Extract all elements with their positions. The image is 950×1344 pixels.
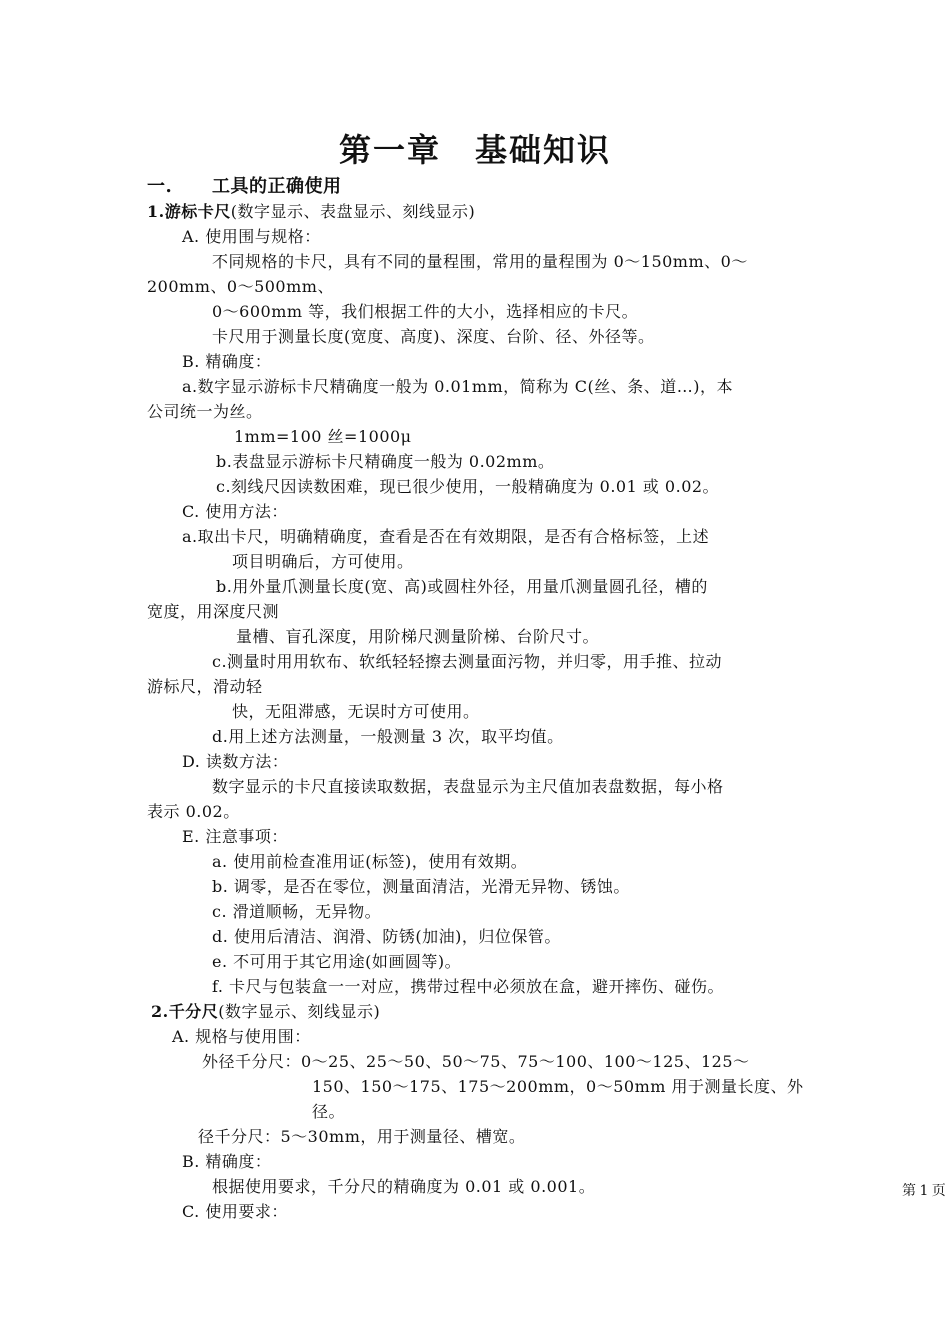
caliper-D-heading: D. 读数方法： (182, 752, 289, 771)
caliper-C-c-line3: 快，无阻滞感，无误时方可使用。 (232, 702, 480, 721)
caliper-C-b-line1: b.用外量爪测量长度(宽、高)或圆柱外径，用量爪测量圆孔径，槽的 (216, 577, 708, 596)
section-heading: 工具的正确使用 (212, 176, 342, 197)
caliper-E-f: f. 卡尺与包装盒一一对应，携带过程中必须放在盒，避开摔伤、碰伤。 (212, 977, 725, 996)
caliper-E-c: c. 滑道顺畅，无异物。 (212, 902, 382, 921)
caliper-heading-line (147, 199, 475, 224)
caliper-C-heading: C. 使用方法： (182, 502, 288, 521)
micrometer-A-heading: A. 规格与使用围： (172, 1027, 311, 1046)
micrometer-A-line3: 径。 (312, 1102, 346, 1121)
caliper-B-a-line2: 公司统一为丝。 (147, 402, 263, 421)
micrometer-B-line1: 根据使用要求，千分尺的精确度为 0.01 或 0.001。 (212, 1177, 596, 1196)
caliper-E-e: e. 不可用于其它用途(如画圆等)。 (212, 952, 462, 971)
caliper-C-a-line2: 项目明确后，方可使用。 (232, 552, 414, 571)
caliper-C-d: d.用上述方法测量，一般测量 3 次，取平均值。 (212, 727, 564, 746)
caliper-B-b: b.表盘显示游标卡尺精确度一般为 0.02mm。 (216, 452, 555, 471)
caliper-E-b: b. 调零，是否在零位，测量面清洁，光滑无异物、锈蚀。 (212, 877, 630, 896)
micrometer-C-heading: C. 使用要求： (182, 1202, 288, 1221)
caliper-B-heading: B. 精确度： (182, 352, 272, 371)
micrometer-A-line1: 外径千分尺：0～25、25～50、50～75、75～100、100～125、125～ (202, 1052, 750, 1071)
micrometer-B-heading: B. 精确度： (182, 1152, 272, 1171)
caliper-D-line2: 表示 0.02。 (147, 802, 240, 821)
caliper-C-b-line3: 量槽、盲孔深度，用阶梯尺测量阶梯、台阶尺寸。 (236, 627, 600, 646)
caliper-E-a: a. 使用前检查准用证(标签)，使用有效期。 (212, 852, 528, 871)
caliper-heading: 1.游标卡尺 (147, 202, 231, 221)
caliper-E-d: d. 使用后清洁、润滑、防锈(加油)，归位保管。 (212, 927, 561, 946)
caliper-C-c-line1: c.测量时用用软布、软纸轻轻擦去测量面污物，并归零，用手推、拉动 (212, 652, 723, 671)
caliper-C-b-line2: 宽度，用深度尺测 (147, 602, 280, 621)
caliper-A-heading: A. 使用围与规格： (182, 227, 321, 246)
caliper-A-line2: 200mm、0～500mm、 (147, 277, 334, 296)
page-number: 第 1 页 (902, 1183, 946, 1199)
caliper-B-a-line3: 1mm=100 丝=1000μ (234, 427, 412, 446)
micrometer-heading-note: (数字显示、刻线显示) (218, 1002, 381, 1021)
caliper-A-line1: 不同规格的卡尺，具有不同的量程围，常用的量程围为 0～150mm、0～ (212, 252, 748, 271)
caliper-B-a-line1: a.数字显示游标卡尺精确度一般为 0.01mm，简称为 C(丝、条、道…)，本 (182, 377, 733, 396)
caliper-A-line3: 0～600mm 等，我们根据工件的大小，选择相应的卡尺。 (212, 302, 639, 321)
caliper-B-c: c.刻线尺因读数困难，现已很少使用，一般精确度为 0.01 或 0.02。 (216, 477, 720, 496)
section-number: 一. (147, 176, 173, 197)
page-title: 第一章 基础知识 (338, 131, 611, 169)
micrometer-A-line4: 径千分尺：5～30mm，用于测量径、槽宽。 (198, 1127, 526, 1146)
caliper-C-a-line1: a.取出卡尺，明确精确度，查看是否在有效期限，是否有合格标签，上述 (182, 527, 710, 546)
caliper-heading-note: (数字显示、表盘显示、刻线显示) (230, 202, 476, 221)
caliper-A-line4: 卡尺用于测量长度(宽度、高度)、深度、台阶、径、外径等。 (212, 327, 655, 346)
micrometer-A-line2: 150、150～175、175～200mm，0～50mm 用于测量长度、外 (312, 1077, 804, 1096)
micrometer-heading: 2.千分尺 (151, 1002, 219, 1021)
caliper-D-line1: 数字显示的卡尺直接读取数据，表盘显示为主尺值加表盘数据，每小格 (212, 777, 724, 796)
caliper-E-heading: E. 注意事项： (182, 827, 288, 846)
caliper-C-c-line2: 游标尺，滑动轻 (147, 677, 263, 696)
micrometer-heading-line (151, 999, 380, 1024)
